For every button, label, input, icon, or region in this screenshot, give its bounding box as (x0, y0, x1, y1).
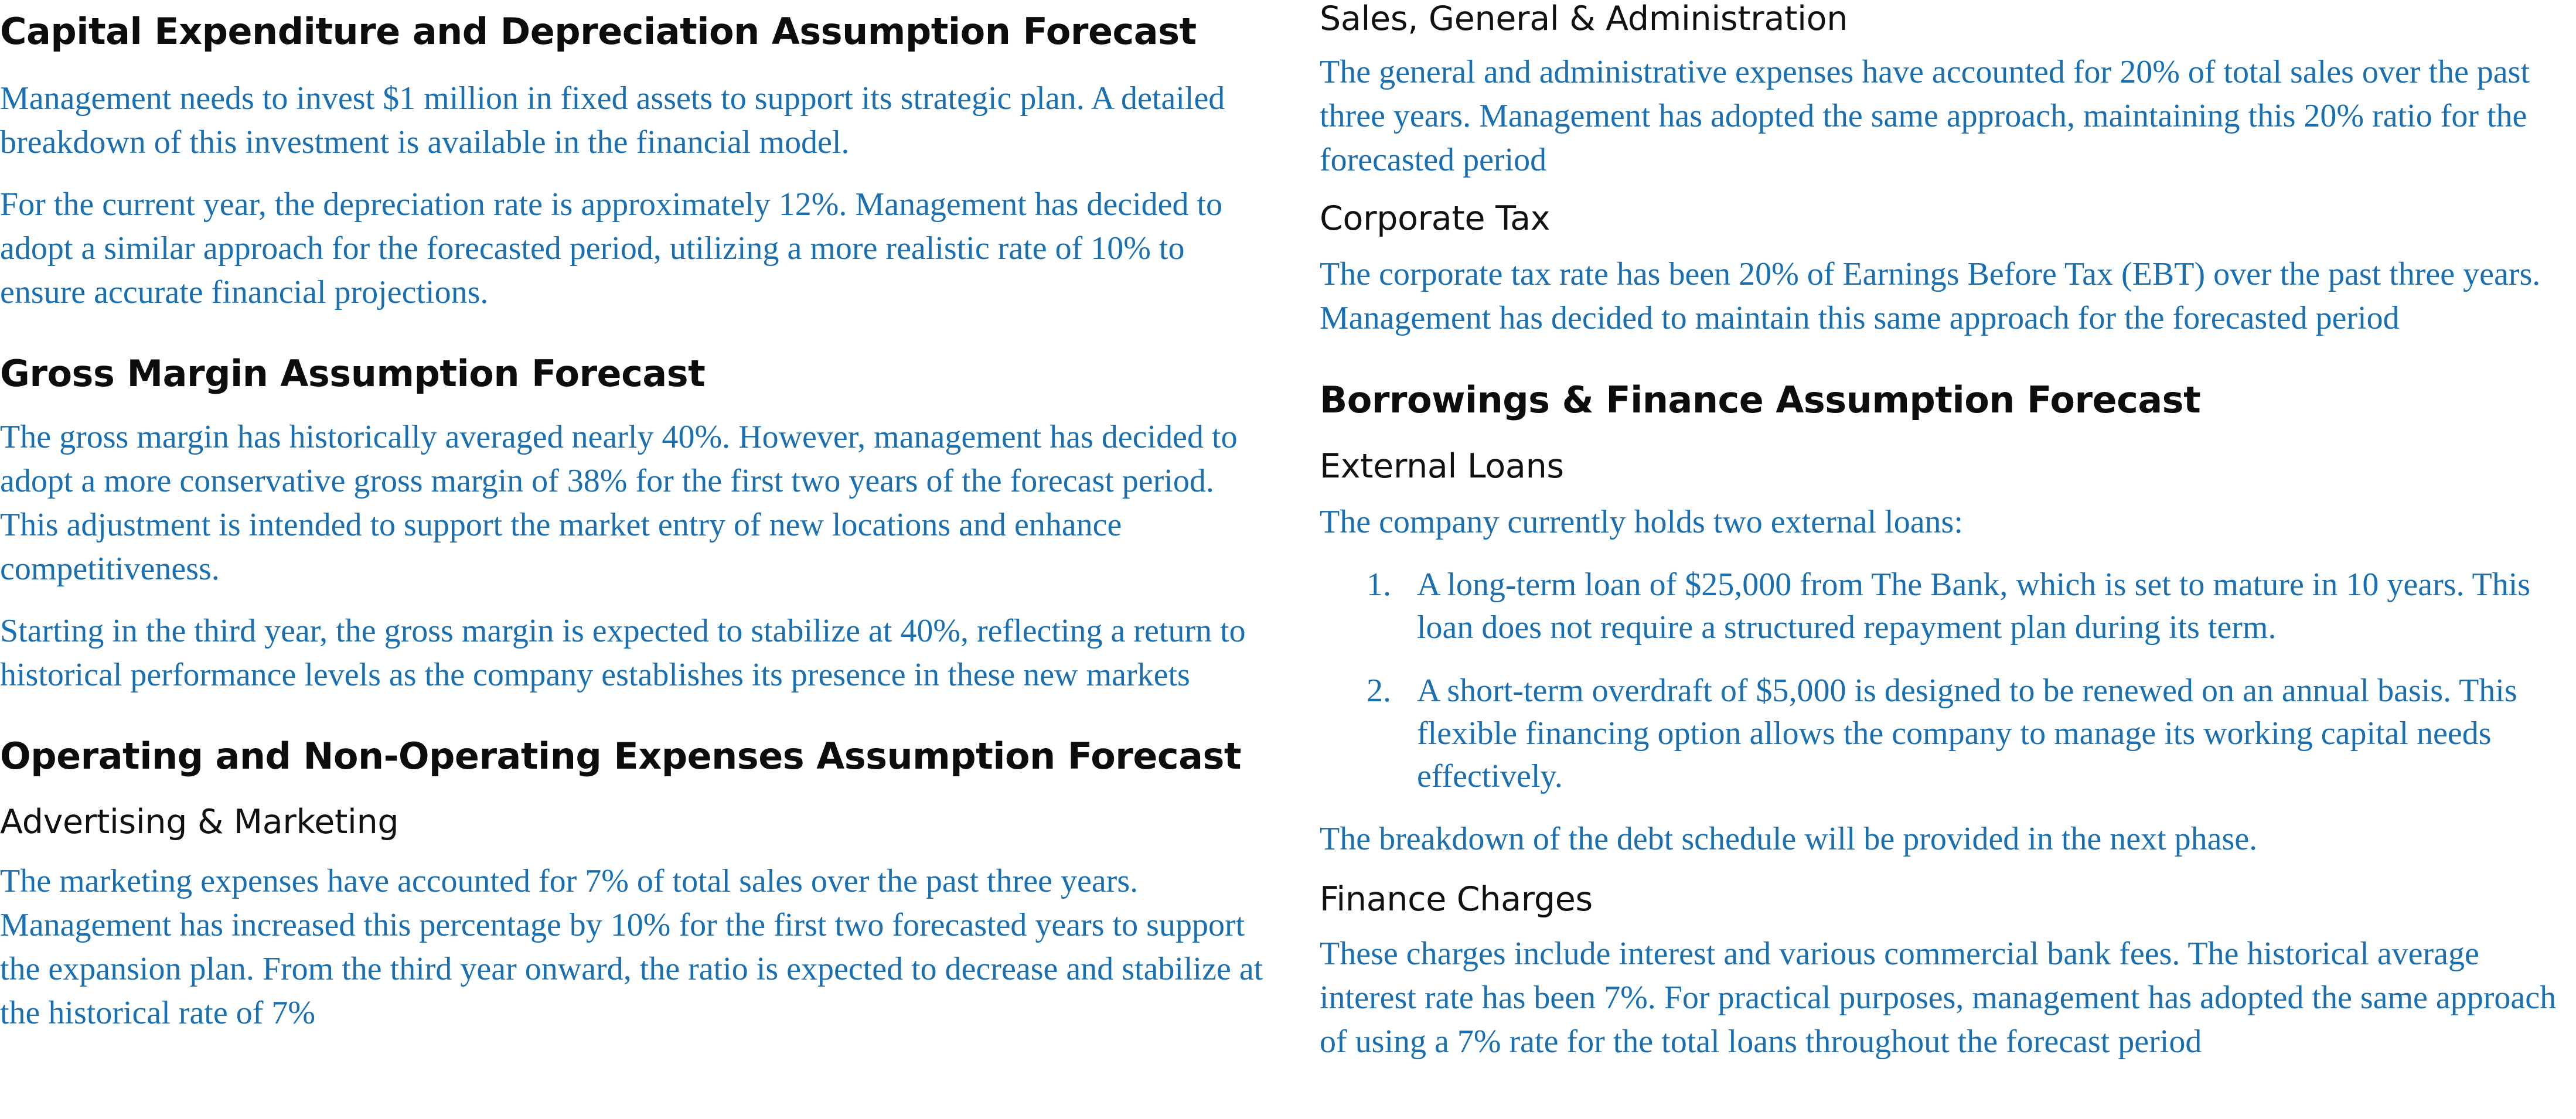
left-column (0, 0, 1266, 1035)
external-loans-intro: The company currently holds two external loans: (1320, 504, 1963, 540)
loan-list (1320, 564, 2576, 798)
corporate-tax-heading: Corporate Tax (1320, 199, 1551, 238)
capex-heading: Capital Expenditure and Depreciation Assumption Forecast (0, 10, 1197, 53)
list-item-text: A short-term overdraft of $5,000 is designed to be renewed on an annual basis. This flexible financing option allows the company to manage its working capital needs effectively. (1417, 673, 2517, 794)
capex-paragraph-depreciation: For the current year, the depreciation rate is approximately 12%. Management has decided to adopt a similar approach for the forecasted period, utilizing a more realistic rate of 10% to ensure accurate financial projections. (0, 186, 1223, 311)
list-item-text: A long-term loan of $25,000 from The Bank, which is set to mature in 10 years. This loan does not require a structured repayment plan during its term. (1417, 567, 2531, 646)
sga-paragraph: The general and administrative expenses have accounted for 20% of total sales over the past three years. Management has adopted the same approach, maintaining this 20% ratio for the forecasted period (1320, 54, 2530, 178)
right-column (1320, 0, 2576, 1064)
corporate-tax-paragraph: The corporate tax rate has been 20% of Earnings Before Tax (EBT) over the past three years. Management has decided to maintain this same approach for the forecasted period (1320, 256, 2541, 336)
borrowings-heading: Borrowings & Finance Assumption Forecast (1320, 378, 2201, 421)
gross-margin-paragraph-1: The gross margin has historically averaged nearly 40%. However, management has decided to adopt a more conservative gross margin of 38% for the first two years of the forecast period. This adjustment is intended to support the market entry of new locations and enhance competitiveness. (0, 419, 1238, 587)
list-item-number: 1. (1367, 567, 1391, 603)
gross-margin-paragraph-2: Starting in the third year, the gross margin is expected to stabilize at 40%, reflecting a return to historical performance levels as the company establishes its presence in these new markets (0, 613, 1246, 693)
finance-charges-heading: Finance Charges (1320, 880, 1593, 919)
list-item (1320, 670, 2576, 798)
opex-heading: Operating and Non-Operating Expenses Assumption Forecast (0, 735, 1242, 777)
list-item (1320, 564, 2576, 649)
list-item-number: 2. (1367, 673, 1391, 709)
capex-paragraph-investment: Management needs to invest $1 million in fixed assets to support its strategic plan. A detailed breakdown of this investment is available in the financial model. (0, 80, 1225, 161)
external-loans-heading: External Loans (1320, 447, 1564, 486)
gross-margin-heading: Gross Margin Assumption Forecast (0, 352, 706, 395)
advertising-paragraph: The marketing expenses have accounted for 7% of total sales over the past three years. Management has increased this percentage by 10% for the first two forecasted years to support the expansion plan. From the third year onward, the ratio is expected to decrease and stabilize at the historical rate of 7% (0, 863, 1263, 1031)
finance-charges-paragraph: These charges include interest and various commercial bank fees. The historical average interest rate has been 7%. For practical purposes, management has adopted the same approach of using a 7% rate for the total loans throughout the forecast period (1320, 936, 2557, 1060)
sga-heading: Sales, General & Administration (1320, 0, 1848, 38)
advertising-heading: Advertising & Marketing (0, 803, 399, 841)
debt-schedule-note: The breakdown of the debt schedule will be provided in the next phase. (1320, 821, 2258, 857)
